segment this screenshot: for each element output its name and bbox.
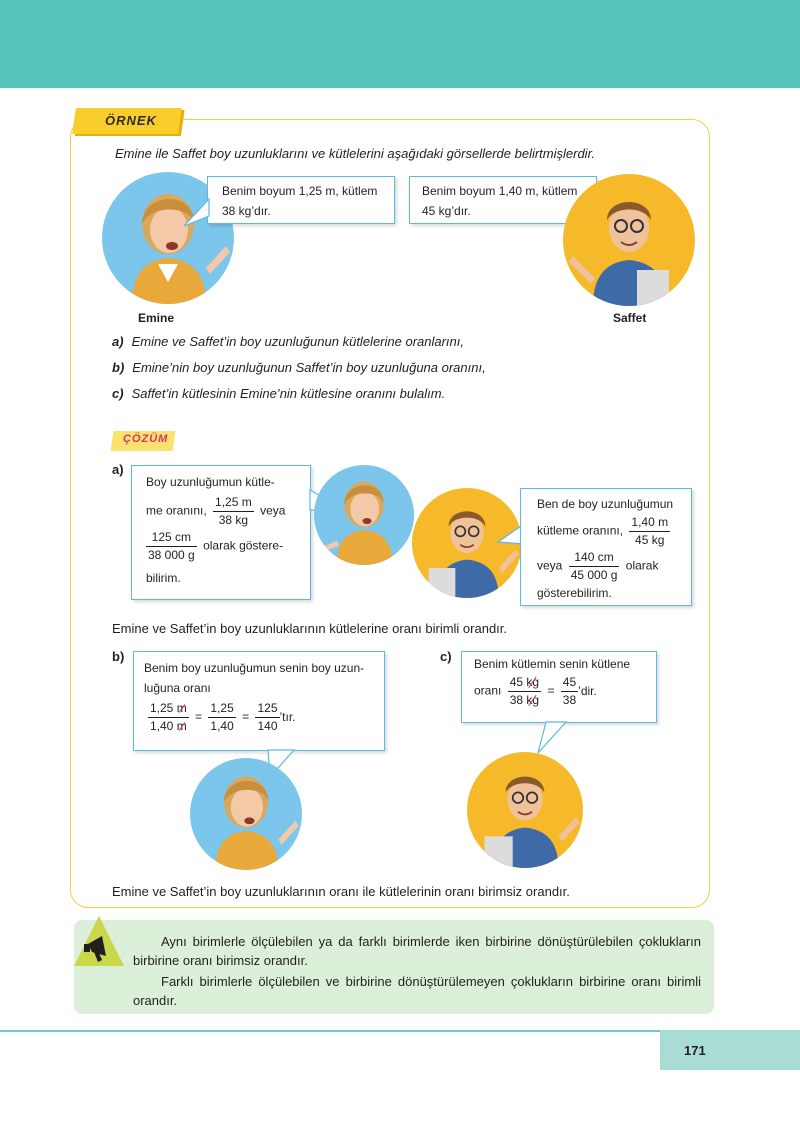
note-paragraph-1: Aynı birimlerle ölçülebilen ya da farklı birimlerde iken birbirine dönüştürülebilen çoklukların birbirine oranı birimsiz orandır.	[133, 934, 701, 968]
note-paragraph-2: Farklı birimlerle ölçülebilen ve birbirine dönüştürülemeyen çoklukların birbirine oranı birimli orandır.	[133, 974, 701, 1008]
saffet-c-bubble	[461, 651, 657, 723]
saffet-bubble-line2: 45 kg’dır.	[422, 204, 471, 218]
saffet-bubble-line1: Benim boyum 1,40 m, kütlem	[422, 184, 578, 198]
emine-sol-line3: $\frac{125 cm}{38 000 g}$ olarak göstere-	[148, 530, 284, 562]
emine-bubble-line1: Benim boyum 1,25 m, kütlem	[222, 184, 378, 198]
saffet-sol-line1: Ben de boy uzunluğumun	[537, 497, 674, 511]
saffet-name: Saffet	[613, 311, 647, 325]
cozum-label: ÇÖZÜM	[123, 433, 169, 445]
page-number: 171	[684, 1043, 706, 1058]
saffet-sol-line4: gösterebilirim.	[537, 586, 612, 600]
saffet-fraction-1: $\frac{1,40 m}{45 kg}$	[631, 515, 669, 547]
sol-b-fraction-3: $\frac{125}{140}$	[257, 701, 278, 733]
saffet-fraction-2: $\frac{140 cm}{45 000 g}$	[570, 550, 618, 582]
sol-c-fraction-2: $\frac{45}{38}$	[562, 675, 577, 707]
boy-illustration	[467, 752, 583, 868]
sol-c-equation: oranı $\frac{45 kg}{38 kg}$ = $\frac{45}{38}$ ’dir.	[474, 675, 597, 707]
sol-c-fraction-1: $\frac{45 kg}{38 kg}$	[509, 675, 540, 707]
final-conclusion: Emine ve Saffet’in boy uzunluklarının oranı ile kütlelerinin oranı birimsiz orandır.	[112, 884, 570, 899]
emine-sol-line4: bilirim.	[146, 571, 181, 585]
saffet-photo	[563, 174, 695, 306]
saffet-c-bubble-tail	[536, 721, 568, 755]
saffet-photo-c	[467, 752, 583, 868]
emine-fraction-1: $\frac{1,25 m}{38 kg}$	[215, 495, 252, 527]
top-banner	[0, 0, 800, 88]
emine-speech-bubble	[207, 176, 395, 224]
page-number-box	[660, 1030, 800, 1070]
solution-c-letter: c)	[440, 649, 452, 664]
sol-c-line1: Benim kütlemin senin kütlene	[474, 657, 631, 671]
emine-bubble-tail	[183, 198, 211, 228]
girl-illustration	[314, 465, 414, 565]
question-a: a) Emine ve Saffet’in boy uzunluğunun kütlelerine oranlarını,	[112, 334, 464, 349]
emine-solution-bubble	[131, 465, 311, 600]
solution-a-letter: a)	[112, 462, 124, 477]
sol-b-equation: $\frac{1,25 m}{1,40 m}$ = $\frac{1,25}{1,40}$ = $\frac{125}{140}$ ’tır.	[150, 701, 296, 733]
emine-b-bubble	[133, 651, 385, 751]
saffet-solution-bubble	[520, 488, 692, 606]
sol-b-fraction-1: $\frac{1,25 m}{1,40 m}$	[150, 701, 187, 733]
sol-b-line1: Benim boy uzunluğumun senin boy uzun-	[144, 661, 365, 675]
emine-photo-b	[190, 758, 302, 870]
boy-illustration	[563, 174, 695, 306]
question-c: c) Saffet’in kütlesinin Emine’nin kütlesine oranını bulalım.	[112, 386, 446, 401]
question-b: b) Emine’nin boy uzunluğunun Saffet’in boy uzunluğuna oranını,	[112, 360, 486, 375]
sol-b-line2: luğuna oranı	[144, 681, 211, 695]
sol-b-fraction-2: $\frac{1,25}{1,40}$	[210, 701, 234, 733]
solution-b-letter: b)	[112, 649, 125, 664]
emine-sol-line2: me oranını, $\frac{1,25 m}{38 kg}$ veya	[146, 495, 286, 527]
megaphone-icon	[72, 914, 126, 970]
emine-fraction-2: $\frac{125 cm}{38 000 g}$	[148, 530, 195, 562]
emine-name: Emine	[138, 311, 175, 325]
emine-sol-line1: Boy uzunluğumun kütle-	[146, 475, 275, 489]
girl-illustration	[190, 758, 302, 870]
saffet-sol-line2: kütleme oranını, $\frac{1,40 m}{45 kg}$	[537, 515, 669, 547]
solution-a-conclusion: Emine ve Saffet’in boy uzunluklarının kütlelerine oranı birimli orandır.	[112, 621, 508, 636]
emine-bubble-line2: 38 kg’dır.	[222, 204, 271, 218]
ornek-label: ÖRNEK	[105, 113, 157, 128]
saffet-sol-line3: veya $\frac{140 cm}{45 000 g}$ olarak	[537, 550, 659, 582]
intro-text: Emine ile Saffet boy uzunluklarını ve kütlelerini aşağıdaki görsellerde belirtmişlerdir.	[115, 146, 596, 161]
emine-photo-small	[314, 465, 414, 565]
